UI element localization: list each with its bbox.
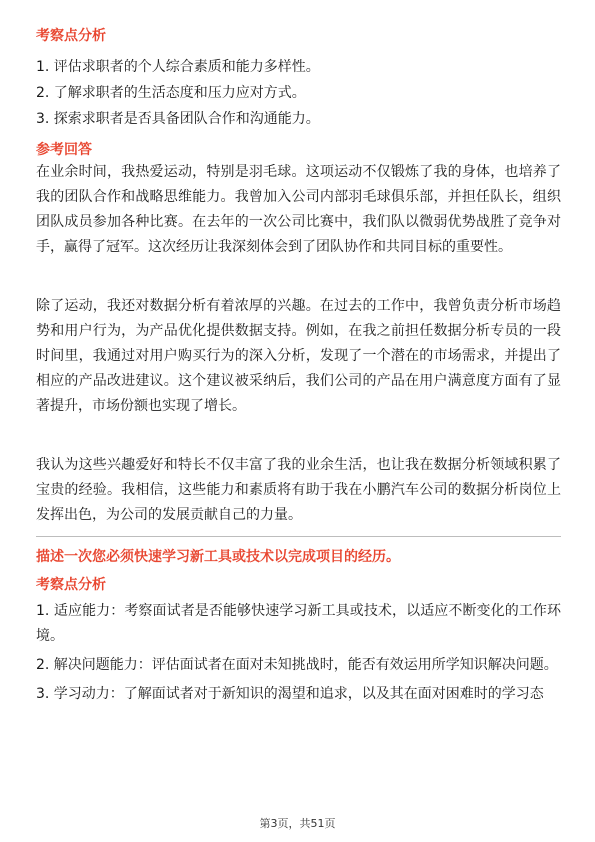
page-number: 第3页，共51页 <box>259 817 336 830</box>
answer-paragraph-1: 在业余时间，我热爱运动，特别是羽毛球。这项运动不仅锻炼了我的身体，也培养了我的团队合作和战略思维能力。我曾加入公司内部羽毛球俱乐部，并担任队长，组织团队成员参加各种比赛。在去年的一次公司比赛中，我们队以微弱优势战胜了竞争对手，赢得了冠军。这次经历让我深刻体会到了团队协作和共同目标的重要性。 <box>36 164 561 255</box>
answer-paragraph-2: 除了运动，我还对数据分析有着浓厚的兴趣。在过去的工作中，我曾负责分析市场趋势和用户行为，为产品优化提供数据支持。例如，在我之前担任数据分析专员的一段时间里，我通过对用户购买行为的深入分析，发现了一个潜在的市场需求，并提出了相应的产品改进建议。这个建议被采纳后，我们公司的产品在用户满意度方面有了显著提升，市场份额也实现了增长。 <box>36 298 561 414</box>
analysis-item-3: 3. 探索求职者是否具备团队合作和沟通能力。 <box>36 111 320 127</box>
section-heading-answer: 参考回答 <box>36 142 92 158</box>
question-title: 描述一次您必须快速学习新工具或技术以完成项目的经历。 <box>36 549 400 565</box>
analysis2-item-1: 1. 适应能力：考察面试者是否能够快速学习新工具或技术，以适应不断变化的工作环境。 <box>36 603 561 644</box>
section-heading-analysis: 考察点分析 <box>36 28 106 44</box>
section-divider <box>36 536 561 537</box>
analysis-item-2: 2. 了解求职者的生活态度和压力应对方式。 <box>36 85 306 101</box>
analysis2-item-2: 2. 解决问题能力：评估面试者在面对未知挑战时，能否有效运用所学知识解决问题。 <box>36 657 558 673</box>
document-page <box>36 26 561 707</box>
answer-paragraph-3: 我认为这些兴趣爱好和特长不仅丰富了我的业余生活，也让我在数据分析领域积累了宝贵的经验。我相信，这些能力和素质将有助于我在小鹏汽车公司的数据分析岗位上发挥出色，为公司的发展贡献自己的力量。 <box>36 457 561 523</box>
analysis-item-1: 1. 评估求职者的个人综合素质和能力多样性。 <box>36 59 320 75</box>
section-heading-analysis-2: 考察点分析 <box>36 577 106 593</box>
analysis2-item-3: 3. 学习动力：了解面试者对于新知识的渴望和追求，以及其在面对困难时的学习态 <box>36 686 544 702</box>
